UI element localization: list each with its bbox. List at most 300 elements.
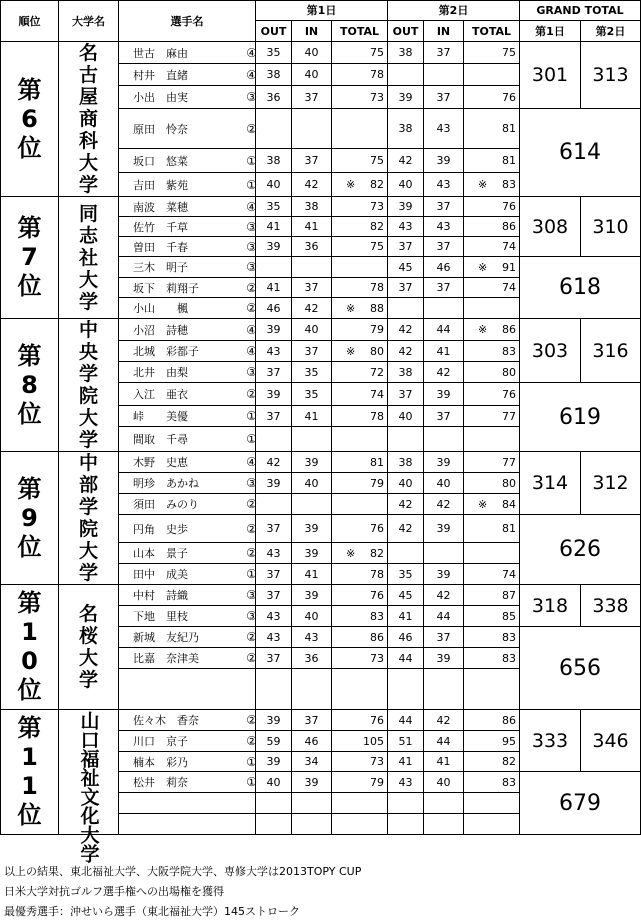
d1-out: 41 (256, 278, 292, 298)
d2-out: 44 (388, 710, 424, 731)
d1-total-cell (332, 564, 388, 585)
d1-in: 40 (292, 606, 332, 627)
player-name-cell (119, 383, 256, 406)
d2-in: 37 (424, 197, 464, 217)
player-name: 小山 楓 (133, 302, 188, 315)
player-name: 世古 麻由 (133, 46, 188, 60)
d2-out: 42 (388, 494, 424, 515)
d2-out: 46 (388, 627, 424, 648)
team-rank (1, 585, 59, 710)
d2-total-cell (464, 494, 520, 515)
d1-in: 37 (292, 86, 332, 109)
d2-in (424, 669, 464, 710)
d1-in: 40 (292, 319, 332, 341)
d1-out: 39 (256, 752, 292, 772)
player-year: ② (246, 497, 257, 511)
d1-total-cell (332, 149, 388, 173)
d1-in: 41 (292, 564, 332, 585)
rank-char: 第 (17, 75, 42, 104)
d1-total: 75 (370, 240, 384, 253)
rank-char: 0 (21, 647, 38, 675)
d1-out: 40 (256, 173, 292, 197)
university-char: 大 (78, 647, 98, 669)
d1-out: 37 (256, 648, 292, 669)
d2-out: 40 (388, 406, 424, 427)
d2-out: 42 (388, 319, 424, 341)
player-name: 間取 千尋 (133, 433, 188, 446)
player-name-cell (119, 197, 256, 217)
header-gt-day1: 第1日 (520, 21, 581, 42)
player-name: 下地 里枝 (133, 610, 188, 623)
d2-out: 38 (388, 109, 424, 149)
d1-total-cell (332, 648, 388, 669)
table-row (1, 319, 641, 341)
d1-total: 78 (370, 281, 384, 294)
university-name: 山口福祉文化大学 (77, 711, 100, 863)
d1-in: 38 (292, 197, 332, 217)
rank-char: 8 (21, 370, 38, 399)
d1-in (292, 793, 332, 814)
player-name: 村井 直緒 (133, 68, 188, 82)
d1-out: 43 (256, 341, 292, 362)
team-rank (1, 42, 59, 197)
player-year: ② (246, 630, 257, 644)
d2-total-cell (464, 86, 520, 109)
d1-in: 36 (292, 648, 332, 669)
d2-total-cell (464, 731, 520, 752)
d1-total-cell (332, 543, 388, 564)
player-year: ④ (246, 67, 257, 82)
d2-in: 39 (424, 149, 464, 173)
player-name-cell (119, 585, 256, 606)
rank-char: 位 (17, 399, 42, 428)
player-name: 円角 史歩 (133, 522, 188, 536)
header-day2-total: TOTAL (464, 21, 520, 42)
footer-line: 日米大学対抗ゴルフ選手権への出場権を獲得 (4, 885, 224, 898)
grand-total-day2: 338 (581, 585, 641, 627)
rank-char: 第 (17, 341, 42, 370)
university-char: 大 (78, 268, 98, 291)
d1-total: 88 (370, 301, 384, 315)
player-year: ② (246, 546, 257, 560)
d2-total-cell (464, 278, 520, 298)
d1-out: 39 (256, 473, 292, 494)
d1-total: 86 (370, 630, 384, 644)
d1-out: 38 (256, 149, 292, 173)
grand-total-sum: 619 (520, 383, 641, 452)
rank-char: 第 (17, 474, 42, 503)
grand-total-day2: 312 (581, 452, 641, 515)
header-rank: 順位 (1, 1, 59, 42)
d2-total-cell (464, 173, 520, 197)
d2-total: 74 (502, 567, 516, 581)
d2-total: 83 (502, 344, 516, 358)
university-char: 院 (78, 518, 98, 540)
d2-total-cell (464, 217, 520, 237)
d1-in (292, 494, 332, 515)
player-name-cell (119, 648, 256, 669)
university-char: 学 (78, 363, 98, 385)
player-name-cell (119, 752, 256, 772)
d2-total: 87 (502, 588, 516, 602)
team-university (59, 197, 119, 319)
d1-out: 37 (256, 362, 292, 383)
d1-out: 39 (256, 710, 292, 731)
d1-total-cell (332, 64, 388, 86)
player-name: 中村 詩織 (133, 589, 188, 602)
d2-in: 39 (424, 648, 464, 669)
d2-in: 39 (424, 383, 464, 406)
player-year: ① (246, 754, 257, 769)
d2-in: 42 (424, 585, 464, 606)
d1-total-cell (332, 362, 388, 383)
rank-char: 1 (21, 743, 38, 771)
player-name: 小出 由実 (133, 91, 188, 104)
player-year: ② (246, 387, 257, 401)
d1-out: 43 (256, 543, 292, 564)
team-university (59, 710, 119, 863)
d1-total: 73 (370, 200, 384, 213)
university-char: 屋 (78, 86, 98, 108)
d2-in: 46 (424, 257, 464, 278)
d1-out: 39 (256, 237, 292, 257)
university-char: 同 (78, 202, 98, 225)
d1-in: 41 (292, 406, 332, 427)
player-name-cell (119, 710, 256, 731)
d2-total: 77 (502, 455, 516, 469)
d2-in: 37 (424, 42, 464, 64)
d1-in: 37 (292, 278, 332, 298)
d2-in: 41 (424, 341, 464, 362)
player-name: 川口 京子 (133, 735, 188, 748)
player-name-cell (119, 564, 256, 585)
d2-in (424, 793, 464, 814)
d2-in: 39 (424, 564, 464, 585)
d1-total-cell (332, 406, 388, 427)
header-day2-in: IN (424, 21, 464, 42)
header-gt-day2: 第2日 (581, 21, 641, 42)
d1-mark: ※ (346, 301, 356, 315)
player-year: ④ (246, 455, 257, 469)
d2-out: 42 (388, 149, 424, 173)
rank-char: 位 (17, 532, 42, 561)
rank-char: 9 (21, 503, 38, 532)
player-name: 原田 怜奈 (133, 122, 188, 136)
d1-total: 79 (370, 775, 384, 789)
player-name-cell (119, 627, 256, 648)
player-name: 佐竹 千草 (133, 220, 188, 234)
d2-total-cell (464, 814, 520, 835)
rank-char: 第 (17, 214, 42, 242)
d1-total: 73 (370, 651, 384, 665)
university-char: 社 (78, 246, 98, 269)
d1-total: 81 (370, 455, 384, 469)
d2-in (424, 543, 464, 564)
d2-total: 83 (502, 775, 516, 789)
grand-total-day1: 301 (520, 42, 581, 109)
player-name-cell (119, 452, 256, 473)
university-char: 古 (78, 64, 98, 86)
university-char: 院 (78, 385, 98, 407)
player-name-cell (119, 64, 256, 86)
d2-in (424, 814, 464, 835)
d1-total-cell (332, 173, 388, 197)
d1-out (256, 669, 292, 710)
grand-total-day2: 316 (581, 319, 641, 383)
d2-total: 83 (502, 630, 516, 644)
header-grand-total: GRAND TOTAL (520, 1, 641, 21)
d2-total-cell (464, 341, 520, 362)
d1-total: 76 (370, 588, 384, 602)
d1-in (292, 257, 332, 278)
d2-total: 75 (502, 46, 516, 59)
d2-total-cell (464, 362, 520, 383)
d1-in: 40 (292, 64, 332, 86)
d1-total-cell (332, 237, 388, 257)
header-university: 大学名 (59, 1, 119, 42)
header-day1: 第1日 (256, 1, 388, 21)
d2-total-cell (464, 149, 520, 173)
footer-line: 以上の結果、東北福祉大学、大阪学院大学、専修大学は2013TOPY CUP (4, 865, 362, 878)
rank-char: 位 (17, 133, 42, 162)
player-name: 小沼 詩穂 (133, 323, 188, 337)
d1-out (256, 257, 292, 278)
d2-in (424, 64, 464, 86)
player-name: 峠 美優 (133, 410, 188, 423)
grand-total-sum: 614 (520, 109, 641, 197)
player-name: 楠本 彩乃 (133, 755, 188, 769)
d1-total: 75 (370, 46, 384, 59)
rank-char: 1 (21, 618, 38, 646)
header-day2-out: OUT (388, 21, 424, 42)
table-row (1, 452, 641, 473)
d2-in: 42 (424, 494, 464, 515)
rank-char: 位 (17, 272, 42, 300)
d1-total: 82 (370, 220, 384, 233)
header-day1-out: OUT (256, 21, 292, 42)
d2-total: 85 (502, 609, 516, 623)
player-name-cell (119, 217, 256, 237)
d1-total: 75 (370, 154, 384, 167)
team-rank (1, 319, 59, 452)
d1-in: 39 (292, 452, 332, 473)
d1-out (256, 814, 292, 835)
grand-total-sum: 618 (520, 257, 641, 319)
d1-in: 43 (292, 627, 332, 648)
player-name: 曽田 千春 (133, 240, 188, 254)
d1-total: 76 (370, 522, 384, 535)
player-name: 新城 友紀乃 (133, 631, 199, 644)
d2-out: 37 (388, 278, 424, 298)
d2-total: 76 (502, 90, 516, 104)
d2-total-cell (464, 319, 520, 341)
d2-out (388, 298, 424, 319)
d2-total: 77 (502, 409, 516, 423)
d2-total-cell (464, 406, 520, 427)
d2-in: 42 (424, 710, 464, 731)
d1-out (256, 109, 292, 149)
player-year: ② (246, 651, 257, 665)
d2-in: 40 (424, 473, 464, 494)
d2-out: 41 (388, 752, 424, 772)
d1-in: 37 (292, 149, 332, 173)
d1-total-cell (332, 494, 388, 515)
d1-total-cell (332, 319, 388, 341)
d2-in: 39 (424, 452, 464, 473)
player-name-cell (119, 319, 256, 341)
d2-in: 41 (424, 752, 464, 772)
d1-total-cell (332, 772, 388, 793)
d1-total: 74 (370, 387, 384, 401)
d1-in: 41 (292, 217, 332, 237)
d2-in: 43 (424, 173, 464, 197)
d1-in: 35 (292, 383, 332, 406)
d2-total: 76 (502, 200, 516, 213)
d2-total: 81 (502, 122, 516, 135)
player-year: ④ (246, 322, 257, 337)
d2-total-cell (464, 564, 520, 585)
rank-char: 6 (21, 104, 38, 133)
team-rank (1, 710, 59, 835)
d2-out (388, 427, 424, 452)
player-name-cell (119, 237, 256, 257)
university-char: 志 (78, 224, 98, 247)
d2-in: 44 (424, 319, 464, 341)
university-char: 大 (78, 540, 98, 562)
table-row (1, 42, 641, 64)
rank-char: 第 (17, 714, 42, 742)
d2-mark: ※ (478, 178, 488, 191)
d2-in: 42 (424, 362, 464, 383)
d1-out: 43 (256, 606, 292, 627)
player-name: 吉田 紫苑 (133, 178, 188, 192)
player-year: ② (246, 301, 257, 315)
university-char: 大 (78, 152, 98, 174)
grand-total-day1: 318 (520, 585, 581, 627)
d1-out: 40 (256, 772, 292, 793)
team-rank (1, 197, 59, 319)
player-name-cell (119, 257, 256, 278)
d1-total-cell (332, 710, 388, 731)
d2-out: 45 (388, 585, 424, 606)
player-name-cell (119, 341, 256, 362)
university-char: 商 (78, 108, 98, 130)
university-char: 名 (78, 42, 98, 64)
player-name: 須田 みのり (133, 498, 199, 511)
d1-total: 82 (370, 546, 384, 560)
d1-in: 39 (292, 772, 332, 793)
d1-total-cell (332, 298, 388, 319)
player-name: 坂口 悠菜 (133, 154, 188, 168)
player-year: ③ (246, 609, 257, 623)
d1-total-cell (332, 627, 388, 648)
player-name: 三木 明子 (133, 261, 188, 274)
d2-in: 44 (424, 731, 464, 752)
d2-in: 37 (424, 86, 464, 109)
d1-out (256, 427, 292, 452)
d1-total-cell (332, 427, 388, 452)
d2-total-cell (464, 452, 520, 473)
player-year: ③ (246, 260, 257, 274)
d2-total: 91 (502, 260, 516, 274)
d1-out: 59 (256, 731, 292, 752)
player-name-cell (119, 278, 256, 298)
player-name-cell (119, 298, 256, 319)
player-name-cell (119, 543, 256, 564)
d1-total-cell (332, 42, 388, 64)
d2-in: 37 (424, 406, 464, 427)
grand-total-day1: 333 (520, 710, 581, 772)
team-university (59, 319, 119, 452)
d2-out (388, 669, 424, 710)
grand-total-day2: 346 (581, 710, 641, 772)
d1-out: 42 (256, 452, 292, 473)
d2-out: 44 (388, 648, 424, 669)
d1-total-cell (332, 731, 388, 752)
d1-in: 34 (292, 752, 332, 772)
d1-total-cell (332, 669, 388, 710)
d2-total-cell (464, 109, 520, 149)
player-name: 松井 莉奈 (133, 776, 188, 789)
university-char: 桜 (78, 625, 98, 647)
player-year: ③ (246, 365, 257, 379)
player-year: ③ (246, 90, 257, 104)
grand-total-day1: 303 (520, 319, 581, 383)
d2-in (424, 298, 464, 319)
d2-total: 86 (502, 323, 516, 336)
d1-mark: ※ (346, 178, 356, 191)
grand-total-sum: 626 (520, 515, 641, 585)
d1-out: 38 (256, 64, 292, 86)
d1-total-cell (332, 606, 388, 627)
player-name-cell (119, 669, 256, 710)
d2-out: 39 (388, 197, 424, 217)
d1-out: 39 (256, 383, 292, 406)
d2-total-cell (464, 627, 520, 648)
d2-total-cell (464, 669, 520, 710)
player-name-cell (119, 173, 256, 197)
d1-out: 37 (256, 406, 292, 427)
player-name-cell (119, 149, 256, 173)
d1-total: 73 (370, 90, 384, 104)
d1-out: 37 (256, 515, 292, 543)
d2-out: 39 (388, 86, 424, 109)
university-char: 中 (78, 319, 98, 341)
player-year: ① (246, 177, 257, 192)
header-day1-in: IN (292, 21, 332, 42)
rank-char: 1 (21, 772, 38, 800)
d1-in: 37 (292, 710, 332, 731)
d2-total: 83 (502, 178, 516, 191)
d1-total-cell (332, 86, 388, 109)
d1-total-cell (332, 793, 388, 814)
d2-out (388, 814, 424, 835)
d1-out: 36 (256, 86, 292, 109)
d2-total-cell (464, 427, 520, 452)
player-name-cell (119, 362, 256, 383)
footer-line: 最優秀選手：沖せいら選手（東北福祉大学）145ストローク (4, 905, 300, 918)
d1-total-cell (332, 257, 388, 278)
university-char: 学 (78, 669, 98, 691)
grand-total-day1: 314 (520, 452, 581, 515)
d2-out: 38 (388, 362, 424, 383)
d1-total-cell (332, 814, 388, 835)
team-university (59, 452, 119, 585)
university-char: 学 (78, 290, 98, 313)
player-year: ④ (246, 199, 257, 214)
d1-in: 40 (292, 42, 332, 64)
d1-in (292, 109, 332, 149)
